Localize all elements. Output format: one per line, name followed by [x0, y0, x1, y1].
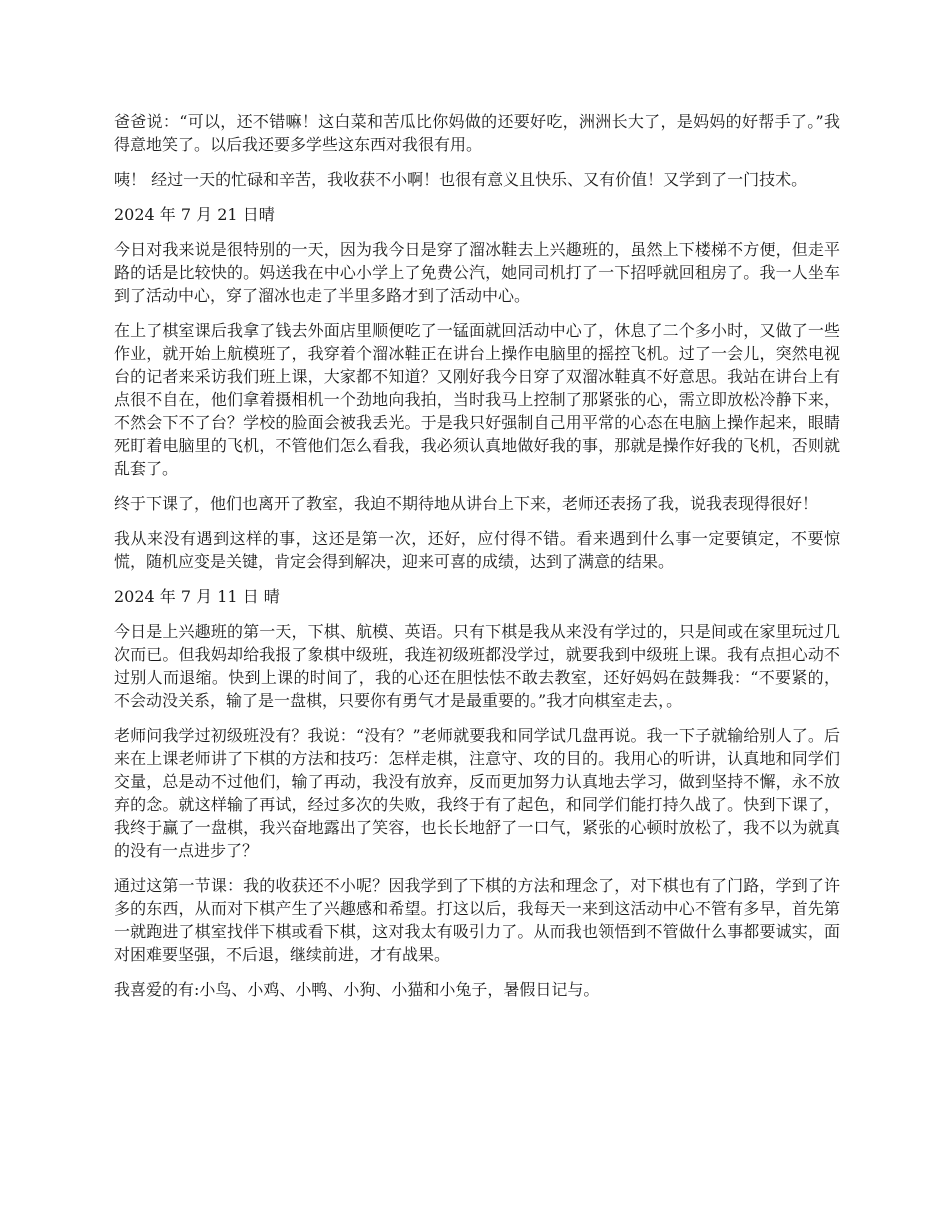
paragraph-class-over: 终于下课了，他们也离开了教室，我迫不期待地从讲台上下来，老师还表扬了我，说我表现得很好！: [114, 494, 819, 513]
paragraph-dad-praise: 爸爸说：“可以，还不错嘛！这白菜和苦瓜比你妈做的还要好吃，洲洲长大了，是妈妈的好帮手了。”我得意地笑了。以后我还要多学些这东西对我很有用。: [114, 112, 840, 154]
paragraph-favorite-animals: 我喜爱的有:小鸟、小鸡、小鸭、小狗、小猫和小兔子，暑假日记与。: [114, 980, 600, 999]
diary-date-0711: 2024 年 7 月 11 日 晴: [114, 587, 280, 606]
paragraph-first-lesson-harvest: 通过这第一节课：我的收获还不小呢？因我学到了下棋的方法和理念了，对下棋也有了门路，学到了许多的东西，从而对下棋产生了兴趣感和希望。打这以后，我每天一来到这活动中心不管有多早，首先第一就跑进了棋室找伴下棋或看下棋，这对我太有吸引力了。从而我也领悟到不管做什么事都要诚实，面对困难要坚强，不后退，继续前进，才有战果。: [114, 876, 840, 964]
paragraph-harvest: 咦！ 经过一天的忙碌和辛苦，我收获不小啊！也很有意义且快乐、又有价值！又学到了一门技术。: [114, 170, 808, 189]
paragraph-first-day: 今日是上兴趣班的第一天，下棋、航模、英语。只有下棋是我从来没有学过的，只是间或在家里玩过几次而已。但我妈却给我报了象棋中级班，我连初级班都没学过，就要我到中级班上课。我有点担心动不过别人而退缩。快到上课的时间了，我的心还在胆怯怯不敢去教室，还好妈妈在鼓舞我：“不要紧的，不会动没关系，输了是一盘棋，只要你有勇气才是最重要的。”我才向棋室走去，。: [114, 622, 840, 710]
document-body: [114, 110, 840, 1013]
diary-date-0721: 2024 年 7 月 21 日晴: [114, 205, 275, 224]
paragraph-skates: 今日对我来说是很特别的一天，因为我今日是穿了溜冰鞋去上兴趣班的，虽然上下楼梯不方便，但走平路的话是比较快的。妈送我在中心小学上了免费公汽，她同司机打了一下招呼就回租房了。我一人坐车到了活动中心，穿了溜冰也走了半里多路才到了活动中心。: [114, 240, 840, 305]
paragraph-lesson-learned: 我从来没有遇到这样的事，这还是第一次，还好，应付得不错。看来遇到什么事一定要镇定，不要惊慌，随机应变是关键，肯定会得到解决，迎来可喜的成绩，达到了满意的结果。: [114, 529, 840, 571]
paragraph-tv-interview: 在上了棋室课后我拿了钱去外面店里顺便吃了一锰面就回活动中心了，休息了二个多小时，又做了一些作业，就开始上航模班了，我穿着个溜冰鞋正在讲台上操作电脑里的摇控飞机。过了一会儿，突然电视台的记者来采访我们班上课，大家都不知道？又刚好我今日穿了双溜冰鞋真不好意思。我站在讲台上有点很不自在，他们拿着摄相机一个劲地向我拍，当时我马上控制了那紧张的心，需立即放松冷静下来，不然会下不了台？学校的脸面会被我丢光。于是我只好强制自己用平常的心态在电脑上操作起来，眼睛死盯着电脑里的飞机，不管他们怎么看我，我必须认真地做好我的事，那就是操作好我的飞机，否则就乱套了。: [114, 321, 840, 478]
paragraph-chess-teacher: 老师问我学过初级班没有？我说：“没有？”老师就要我和同学试几盘再说。我一下子就输给别人了。后来在上课老师讲了下棋的方法和技巧：怎样走棋，注意守、攻的目的。我用心的听讲，认真地和同学们交量，总是动不过他们，输了再动，我没有放弃，反而更加努力认真地去学习，做到坚持不懈，永不放弃的念。就这样输了再试，经过多次的失败，我终于有了起色，和同学们能打持久战了。快到下课了，我终于赢了一盘棋，我兴奋地露出了笑容，也长长地舒了一口气，紧张的心顿时放松了，我不以为就真的没有一点进步了？: [114, 726, 840, 860]
